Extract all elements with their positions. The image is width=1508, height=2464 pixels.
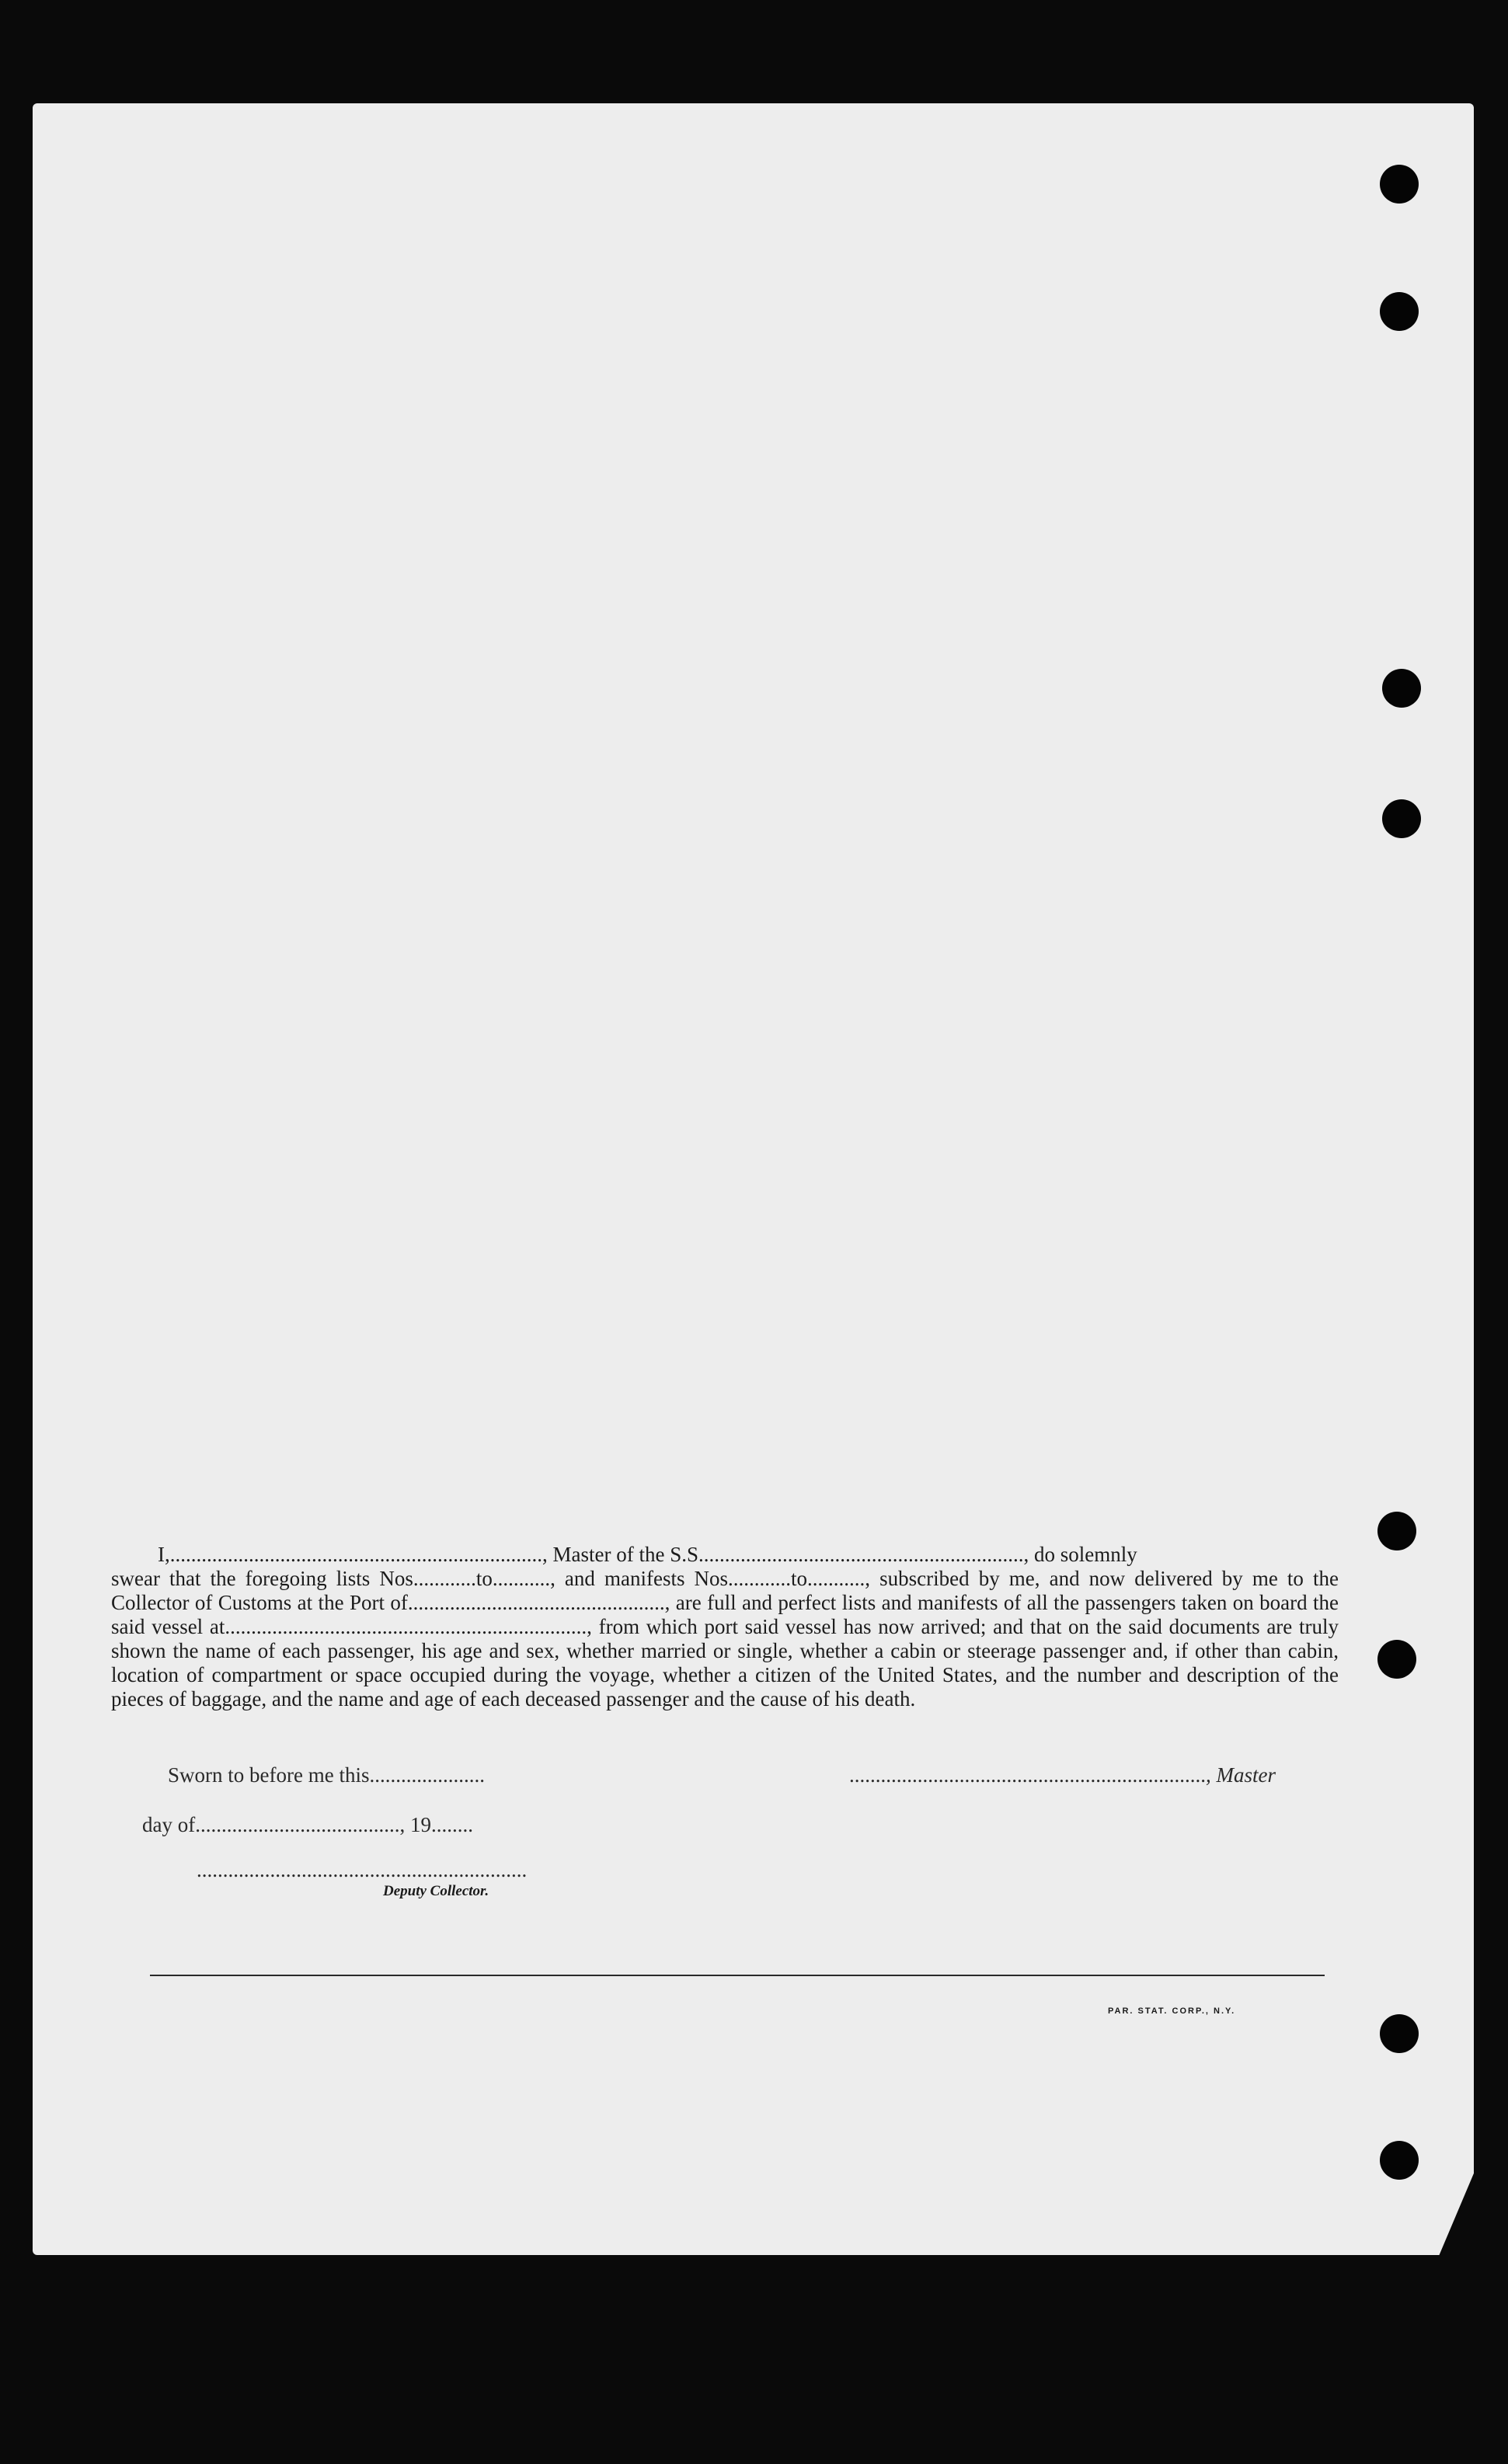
printer-imprint: PAR. STAT. CORP., N.Y. — [1108, 2006, 1236, 2016]
document-page — [33, 103, 1474, 2255]
punch-hole-6 — [1377, 1640, 1416, 1679]
punch-hole-1 — [1380, 165, 1419, 204]
master-signature-line — [849, 1763, 1276, 1787]
master-dots: .................................................................... — [849, 1763, 1206, 1787]
punch-hole-7 — [1380, 2014, 1419, 2053]
oath-paragraph — [111, 1543, 1339, 1711]
punch-hole-3 — [1382, 669, 1421, 708]
footer-rule — [150, 1975, 1325, 1976]
punch-hole-2 — [1380, 292, 1419, 331]
punch-hole-4 — [1382, 799, 1421, 838]
punch-hole-8 — [1380, 2141, 1419, 2180]
sworn-line: Sworn to before me this...................... — [168, 1763, 485, 1787]
master-label: , Master — [1206, 1763, 1276, 1787]
deputy-collector-label: Deputy Collector. — [383, 1883, 489, 1899]
oath-first-line: I,......................................................................., Master of the S.S.............................................................., do solemnly — [158, 1543, 1137, 1566]
oath-body: swear that the foregoing lists Nos............to..........., and manifests Nos............to..........., subscribed by me, and now delivered by me to the Collector of Customs at the Port of................................................., are full and perfect lists and manifests of all the passengers taken on board the said vessel at....................................................................., from which port said vessel has now arrived; and that on the said documents are truly shown the name of each passenger, his age and sex, whether married or single, whether a cabin or steerage passenger and, if other than cabin, location of compartment or space occupied during the voyage, whether a citizen of the United States, and the number and description of the pieces of baggage, and the name and age of each deceased passenger and the cause of his death. — [111, 1567, 1339, 1711]
date-line: day of......................................., 19........ — [142, 1813, 473, 1836]
punch-hole-5 — [1377, 1512, 1416, 1550]
deputy-signature-line: ............................................................... — [197, 1858, 528, 1881]
